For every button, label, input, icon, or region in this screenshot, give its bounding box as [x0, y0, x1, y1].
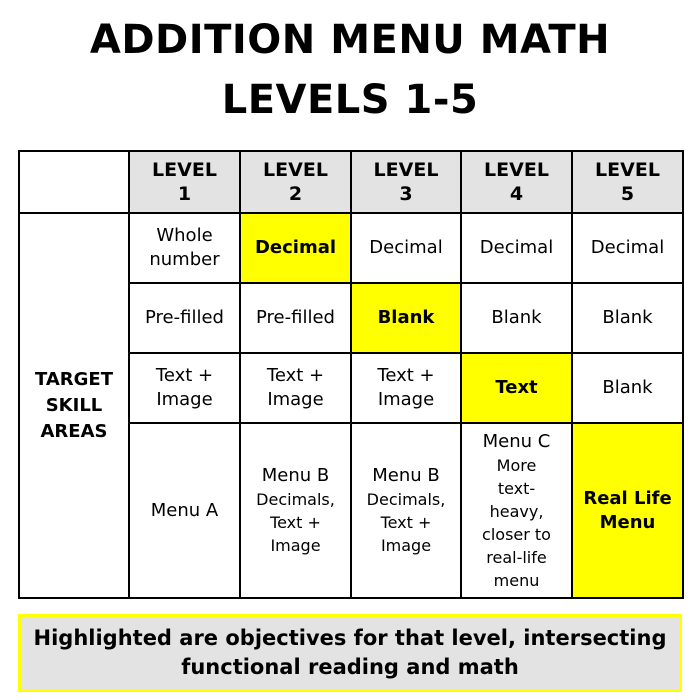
- level-5-header: LEVEL 5: [572, 151, 683, 213]
- table-cell: Pre-filled: [240, 283, 351, 353]
- footer-note: [18, 614, 682, 692]
- cell-heading: Menu B: [372, 465, 440, 486]
- cell-detail: Decimals, Text + Image: [366, 490, 446, 555]
- table-cell-highlighted: Real Life Menu: [572, 423, 683, 598]
- cell-heading: Menu B: [261, 465, 330, 486]
- table-header-row: [19, 151, 683, 213]
- table-row: [19, 213, 683, 283]
- page-subtitle: LEVELS 1-5: [221, 77, 479, 123]
- page-title: ADDITION MENU MATH: [89, 17, 611, 63]
- table-cell-highlighted: Blank: [351, 283, 461, 353]
- footer-text: Highlighted are objectives for that level, intersecting functional reading and math: [33, 626, 667, 679]
- table-cell: Pre-filled: [129, 283, 240, 353]
- cell-heading: Menu C: [482, 430, 551, 452]
- table-cell: Text + Image: [129, 353, 240, 423]
- table-cell: Menu A: [129, 423, 240, 598]
- table-cell-highlighted: Decimal: [240, 213, 351, 283]
- table-corner-cell: [19, 151, 129, 213]
- table-cell-highlighted: Text: [461, 353, 572, 423]
- skills-table: [18, 150, 684, 599]
- table-cell: Blank: [572, 353, 683, 423]
- table-cell: Blank: [572, 283, 683, 353]
- level-1-header: LEVEL 1: [129, 151, 240, 213]
- table-cell: [351, 423, 461, 598]
- cell-detail: More text- heavy, closer to real-life menu: [482, 455, 551, 590]
- level-3-header: LEVEL 3: [351, 151, 461, 213]
- table-cell: Decimal: [461, 213, 572, 283]
- table-cell: Blank: [461, 283, 572, 353]
- level-4-header: LEVEL 4: [461, 151, 572, 213]
- table-cell: [240, 423, 351, 598]
- table-cell: Text + Image: [351, 353, 461, 423]
- table-cell: Whole number: [129, 213, 240, 283]
- cell-detail: Decimals, Text + Image: [256, 490, 335, 555]
- target-skill-areas-label: TARGET SKILL AREAS: [19, 213, 129, 598]
- level-2-header: LEVEL 2: [240, 151, 351, 213]
- table-cell: [461, 423, 572, 598]
- table-cell: Decimal: [572, 213, 683, 283]
- table-cell: Text + Image: [240, 353, 351, 423]
- table-cell: Decimal: [351, 213, 461, 283]
